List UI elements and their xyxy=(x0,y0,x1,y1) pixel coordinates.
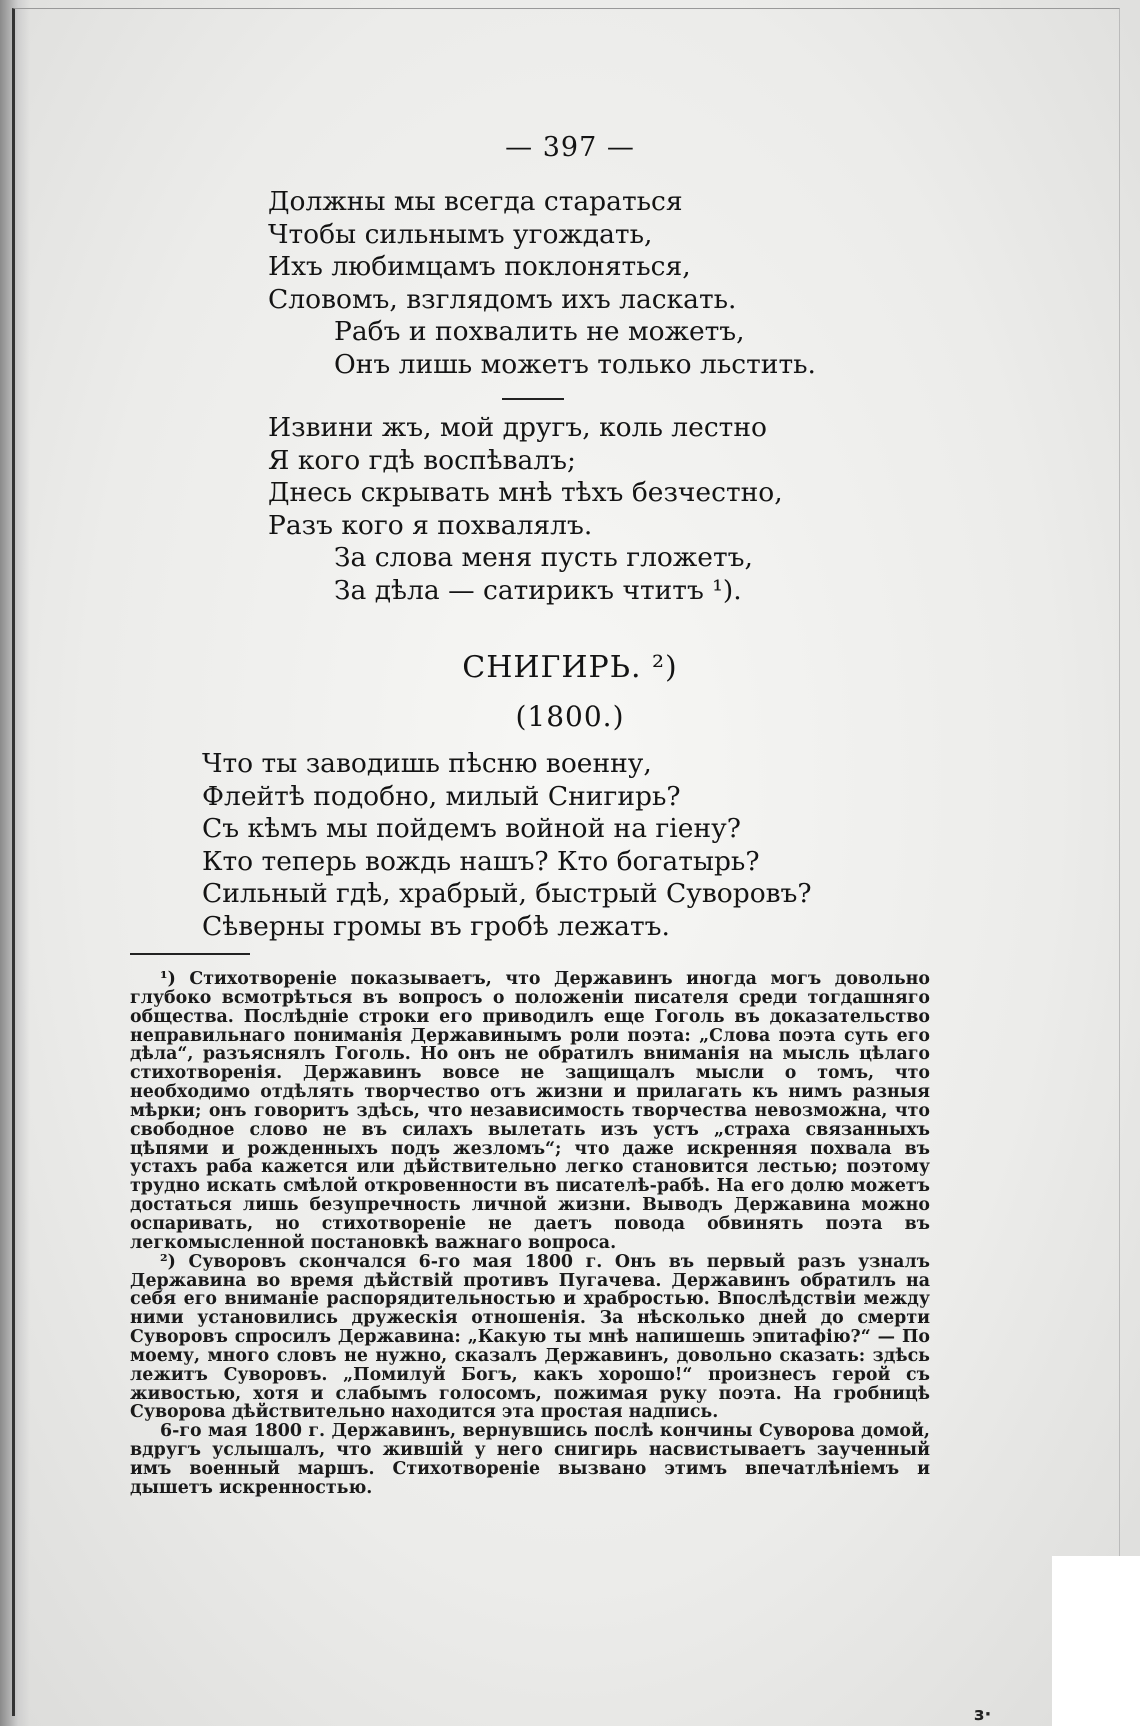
poem-line: Словомъ, взглядомъ ихъ ласкать. xyxy=(268,283,737,315)
poem-line: Съ кѣмъ мы пойдемъ войной на гіену? xyxy=(202,813,741,844)
footnote-1: ¹) Стихотвореніе показываетъ, что Державинъ иногда могъ довольно глубоко всмотрѣться въ вопросъ о положеніи писателя среди тогдашняго общества. Послѣдніе строки его приводилъ еще Гоголь въ доказательство неправильнаго пониманія Державинымъ роли поэта: „Слова поэта суть его дѣла“, разъяснялъ Гоголь. Но онъ не обратилъ вниманія на мысль цѣлаго стихотворенія. Державинъ вовсе не защищалъ мысли о томъ, что необходимо отдѣлять творчество отъ жизни и прилагать къ нимъ разныя мѣрки; онъ говоритъ здѣсь, что независимость творчества невозможна, что свободное слово не въ силахъ вылетать изъ устъ „страха связанныхъ цѣпями и рожденныхъ подъ жезломъ“; что даже искренняя похвала въ устахъ раба кажется или дѣйствительно легко становится лестью; поэтому трудно искать смѣлой откровенности въ писателѣ-рабѣ. На его долю можетъ достаться лишь безупречность личной жизни. Выводъ Державина можно оспаривать, но стихотвореніе не даетъ повода обвинять поэта въ легкомысленной постановкѣ важнаго вопроса. xyxy=(130,969,930,1253)
poem-line: Должны мы всегда стараться xyxy=(268,186,683,217)
poem-line: Сильный гдѣ, храбрый, быстрый Суворовъ? xyxy=(202,878,812,909)
poem-line: Что ты заводишь пѣсню военну, xyxy=(202,748,652,779)
poem-line: Чтобы сильнымъ угождать, xyxy=(268,218,653,250)
footnotes xyxy=(130,970,930,1498)
poem-line: За дѣла — сатирикъ чтитъ ¹). xyxy=(334,574,742,606)
stanza-divider xyxy=(502,398,564,400)
scan-blank-corner xyxy=(1052,1556,1140,1726)
poem-line: Ихъ любимцамъ поклоняться, xyxy=(268,251,691,282)
footnote-3: 6-го мая 1800 г. Державинъ, вернувшись послѣ кончины Суворова домой, вдругъ услышалъ, что жившій у него снигирь насвистываетъ заученный имъ военный маршъ. Стихотвореніе вызвано этимъ впечатлѣніемъ и дышетъ искренностью. xyxy=(130,1421,930,1498)
poem-line: Флейтѣ подобно, милый Снигирь? xyxy=(202,780,681,812)
poem-line: Кто теперь вождь нашъ? Кто богатырь? xyxy=(202,845,760,877)
poem-title: СНИГИРЬ. ²) xyxy=(462,650,678,685)
poem-year: (1800.) xyxy=(515,700,625,733)
poem-line: Днесь скрывать мнѣ тѣхъ безчестно, xyxy=(268,477,783,508)
poem-stanza-2 xyxy=(268,412,783,607)
poem-line: За слова меня пусть гложетъ, xyxy=(334,542,753,573)
poem-stanza-1 xyxy=(268,186,816,381)
poem-line: Разъ кого я похвалялъ. xyxy=(268,509,593,541)
poem-line: Извини жъ, мой другъ, коль лестно xyxy=(268,412,767,443)
poem-line: Рабъ и похвалить не можетъ, xyxy=(334,316,745,347)
poem-stanza-3 xyxy=(202,748,812,943)
footnote-rule xyxy=(130,953,250,955)
corner-mark: з· xyxy=(974,1704,992,1725)
poem-line: Сѣверны громы въ гробѣ лежатъ. xyxy=(202,910,670,942)
page-number: — 397 — xyxy=(505,132,635,163)
footnote-2: ²) Суворовъ скончался 6-го мая 1800 г. Онъ въ первый разъ узналъ Державина во время дѣйствій противъ Пугачева. Державинъ обратилъ на себя его вниманіе распорядительностью и храбростью. Впослѣдствіи между ними установились дружескія отношенія. За нѣсколько дней до смерти Суворовъ спросилъ Державина: „Какую ты мнѣ напишешь эпитафію?“ — По моему, много словъ не нужно, сказалъ Державинъ, довольно сказать: здѣсь лежитъ Суворовъ. „Помилуй Богъ, какъ хорошо!“ произнесъ герой съ живостью, хотя и слабымъ голосомъ, пожимая руку поэта. На гробницѣ Суворова дѣйствительно находится эта простая надпись. xyxy=(130,1251,930,1423)
poem-line: Я кого гдѣ воспѣвалъ; xyxy=(268,444,576,476)
poem-line: Онъ лишь можетъ только льстить. xyxy=(334,348,816,380)
